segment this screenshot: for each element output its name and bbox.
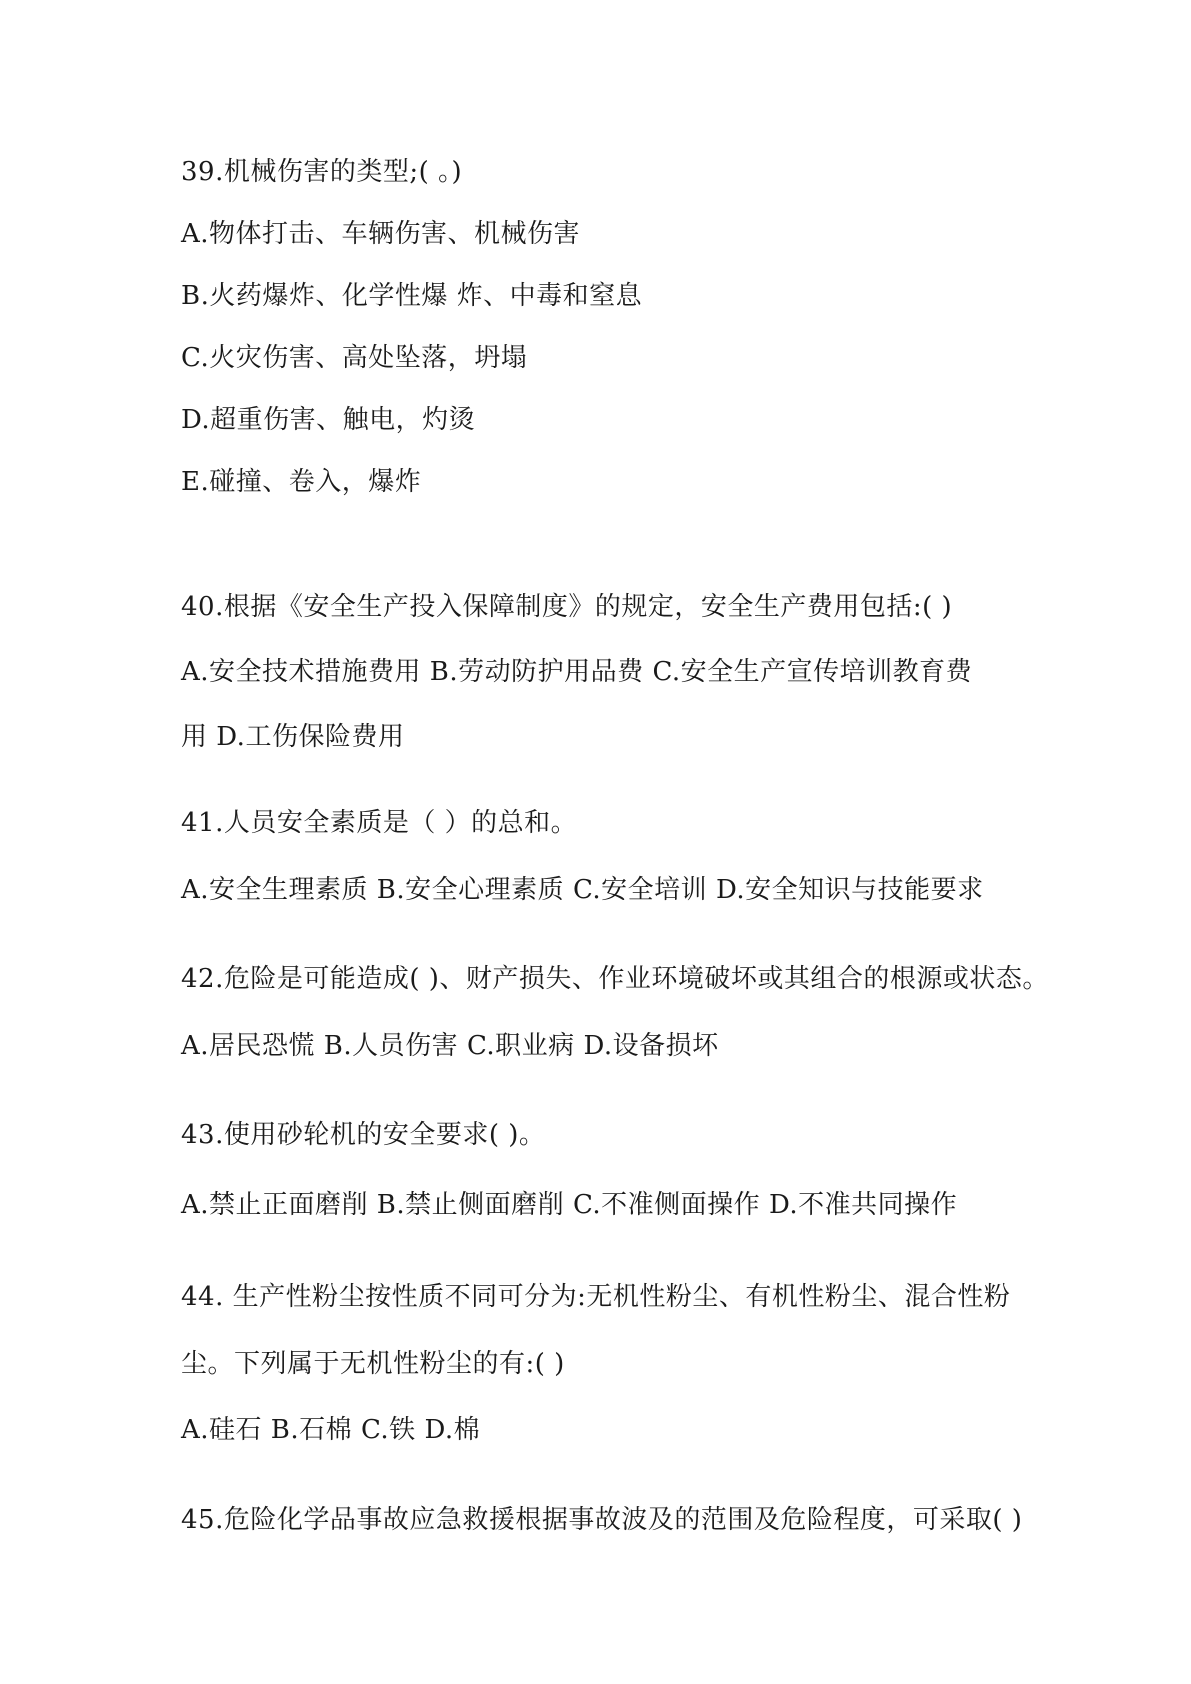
question-40-options-line-2: 用 D.工伤保险费用 [181,722,405,752]
question-44-title-line-2: 尘。下列属于无机性粉尘的有:( ) [181,1349,565,1379]
question-42-title: 42.危险是可能造成( )、财产损失、作业环境破坏或其组合的根源或状态。 [181,964,1049,994]
question-39-option-e: E.碰撞、卷入，爆炸 [181,467,422,497]
question-39-title: 39.机械伤害的类型;( 。) [181,157,463,187]
question-45-title: 45.危险化学品事故应急救援根据事故波及的范围及危险程度，可采取( ) [181,1505,1023,1535]
question-39-option-a: A.物体打击、车辆伤害、机械伤害 [181,219,581,249]
question-44-title-line-1: 44. 生产性粉尘按性质不同可分为:无机性粉尘、有机性粉尘、混合性粉 [181,1282,1011,1312]
question-40-options-line-1: A.安全技术措施费用 B.劳动防护用品费 C.安全生产宣传培训教育费 [181,657,973,687]
question-43-title: 43.使用砂轮机的安全要求( )。 [181,1120,546,1150]
question-43-options: A.禁止正面磨削 B.禁止侧面磨削 C.不准侧面操作 D.不准共同操作 [181,1190,958,1220]
question-39-option-b: B.火药爆炸、化学性爆 炸、中毒和窒息 [181,281,643,311]
question-39-option-c: C.火灾伤害、高处坠落，坍塌 [181,343,528,373]
question-41-title: 41.人员安全素质是（ ）的总和。 [181,808,578,838]
question-41-options: A.安全生理素质 B.安全心理素质 C.安全培训 D.安全知识与技能要求 [181,875,984,905]
question-44-options: A.硅石 B.石棉 C.铁 D.棉 [181,1415,481,1445]
question-40-title: 40.根据《安全生产投入保障制度》的规定，安全生产费用包括:( ) [181,592,953,622]
question-42-options: A.居民恐慌 B.人员伤害 C.职业病 D.设备损坏 [181,1031,719,1061]
question-39-option-d: D.超重伤害、触电，灼烫 [181,405,476,435]
